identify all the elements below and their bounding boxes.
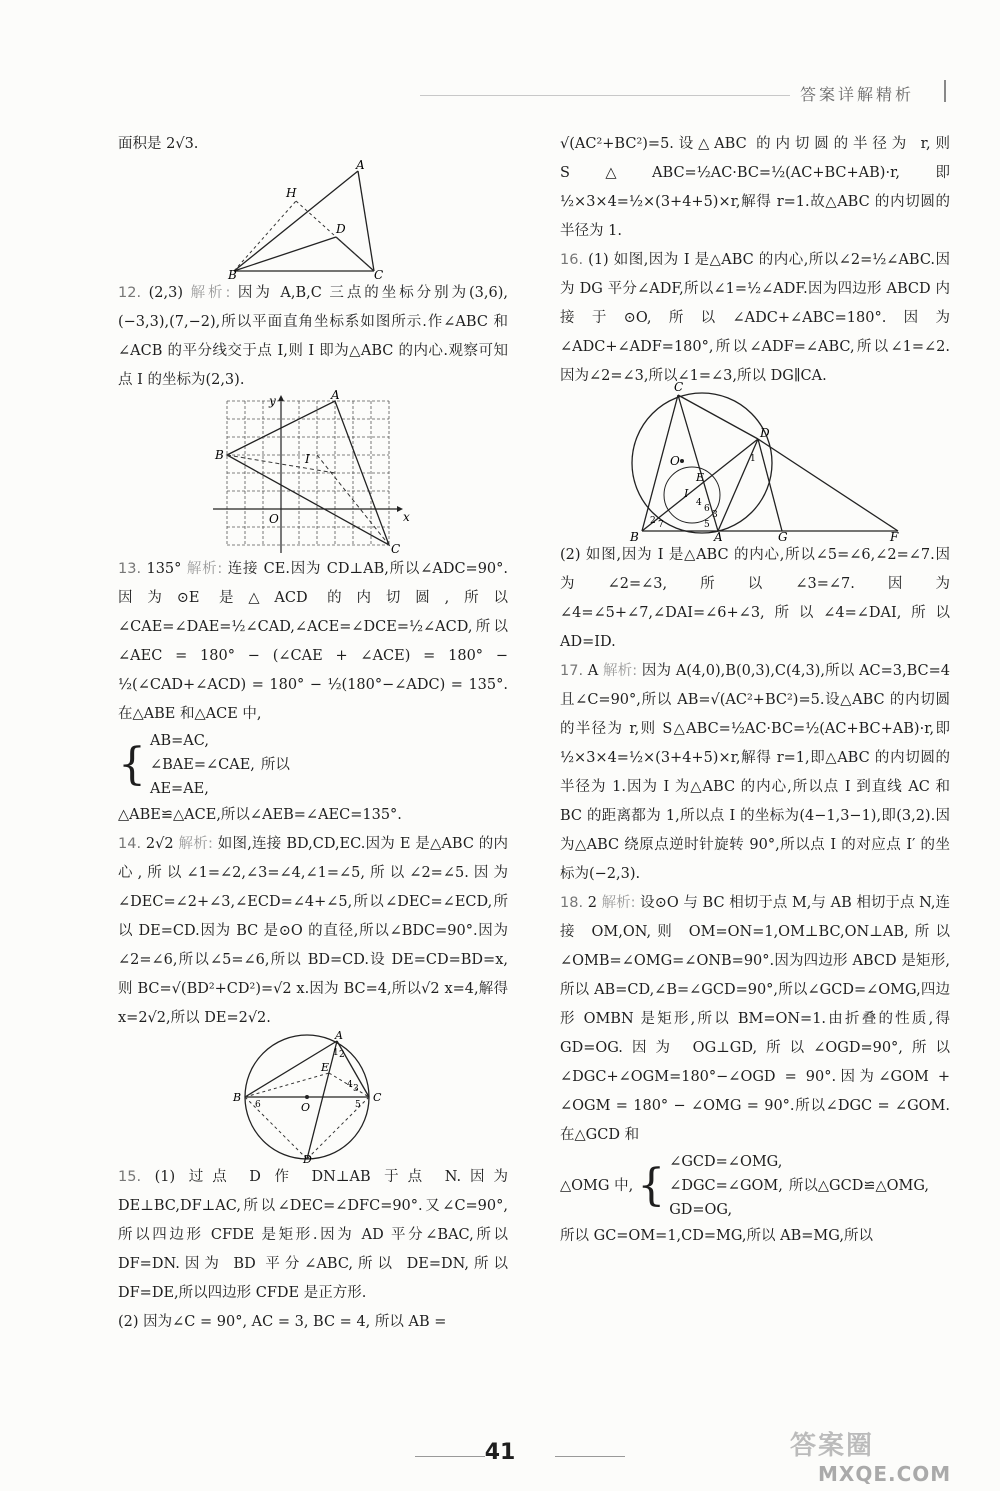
- fig3-label-c: C: [373, 1091, 382, 1104]
- q18-system-line-2: ∠DGC=∠GOM,: [669, 1178, 783, 1194]
- q15-continuation: √(AC²+BC²)=5.设△ABC 的内切圆的半径为 r,则 S△ABC=½AC·BC=½(AC+BC+AB)·r,即½×3×4=½×(3+4+5)×r,解得 r=1.故△ABC 的内切圆的半径为 1.: [560, 136, 950, 239]
- q13-text: 连接 CE.因为 CD⊥AB,所以∠ADC=90°.因为⊙E 是△ACD 的内切圆,所以∠CAE=∠DAE=½∠CAD,∠ACE=∠DCE=½∠ACD,所以∠AEC = 180° − (∠CAE + ∠ACE) = 180° − ½(∠CAD+∠ACD) = 180° − ½(180°−∠ADC) = 135°.在△ABE 和△ACE 中,: [118, 561, 509, 722]
- question-17: [560, 657, 950, 889]
- fig4-label-f: F: [890, 530, 899, 544]
- question-14: [118, 830, 508, 1033]
- right-column: [560, 130, 950, 1251]
- fig3-label-b: B: [233, 1091, 242, 1104]
- q17-number: 17.: [560, 663, 584, 679]
- watermark-url: MXQE.COM: [818, 1462, 952, 1486]
- q18-system-line-3: GD=OG,: [669, 1202, 733, 1218]
- q13-answer: 135°: [146, 561, 182, 577]
- fig1-label-b: B: [228, 268, 237, 282]
- fig1-label-a: A: [356, 158, 365, 172]
- q18-tag: 解析:: [601, 895, 636, 911]
- q18-number: 18.: [560, 895, 584, 911]
- fig4-label-i: I: [684, 487, 689, 500]
- fig3-label-a: A: [335, 1029, 343, 1042]
- q14-tag: 解析:: [178, 836, 213, 852]
- figure-circle-bc-diameter: [233, 1029, 393, 1166]
- fig1-label-c: C: [374, 268, 384, 282]
- page-number: 41: [484, 1440, 516, 1465]
- header-rule: [420, 95, 790, 96]
- q18-system-line-1: ∠GCD=∠OMG,: [669, 1154, 783, 1170]
- figure-triangle-abc-h-d: [228, 158, 398, 282]
- q15-part-1: (1) 过点 D 作 DN⊥AB 于点 N.因为 DE⊥BC,DF⊥AC,所以∠DEC=∠DFC=90°.又∠C=90°,所以四边形 CFDE 是矩形.因为 AD 平分∠BAC,所以 DF=DN.因为 BD 平分∠ABC,所以 DE=DN,所以 DF=DE,所以四边形 CFDE 是正方形.: [118, 1169, 508, 1301]
- fig2-label-i: I: [305, 452, 310, 466]
- header-title: 答案详解精析: [800, 85, 915, 104]
- fig4-angle-4: 4: [696, 498, 702, 508]
- fig4-angle-1: 1: [750, 454, 756, 464]
- q18-text: 设⊙O 与 BC 相切于点 M,与 AB 相切于点 N,连接 OM,ON,则 OM=ON=1,OM⊥BC,ON⊥AB,所以∠OMB=∠OMG=∠ONB=90°.因为四边形 ABCD 是矩形,所以 AB=CD,∠B=∠GCD=90°,所以∠GCD=∠OMG,四边形 OMBN 是矩形,所以 BM=ON=1.由折叠的性质,得 GD=OG.因为 OG⊥GD,所以∠OGD=90°,所以∠DGC+∠OGM=180°−∠OGD = 90°.因为∠GOM + ∠OGM = 180° − ∠OMG = 90°.所以∠DGC = ∠GOM.在△GCD 和: [560, 895, 951, 1143]
- watermark-logo: 答案圈: [790, 1431, 875, 1461]
- fig4-angle-5: 5: [704, 520, 710, 530]
- q18-answer: 2: [587, 895, 597, 911]
- q18-system-trailer: 所以△GCD≌△OMG,: [788, 1177, 930, 1194]
- fig2-label-x: x: [403, 510, 410, 524]
- q18-system-prefix: △OMG 中,: [560, 1177, 634, 1194]
- fig2-label-c: C: [391, 542, 401, 556]
- question-12: [118, 279, 508, 395]
- q17-tag: 解析:: [603, 663, 638, 679]
- header-bracket: [938, 80, 946, 102]
- q15-number: 15.: [118, 1169, 142, 1185]
- q12-number: 12.: [118, 285, 142, 301]
- fig4-angle-7: 7: [658, 520, 664, 530]
- fig3-angle-4: 4: [347, 1080, 353, 1090]
- fig1-label-d: D: [336, 222, 346, 236]
- figure-cyclic-quadrilateral: [610, 380, 900, 544]
- question-13: [118, 555, 508, 729]
- q12-text: 因为 A,B,C 三点的坐标分别为(3,6),(−3,3),(7,−2),所以平面直角坐标系如图所示.作∠ABC 和∠ACB 的平分线交于点 I,则 I 即为△ABC 的内心.观察可知点 I 的坐标为(2,3).: [118, 285, 508, 388]
- fig4-angle-3: 3: [712, 510, 718, 520]
- question-15: [118, 1163, 508, 1308]
- q13-system-line-3: AE=AE,: [150, 781, 209, 797]
- q13-conclusion: △ABE≌△ACE,所以∠AEB=∠AEC=135°.: [118, 807, 402, 823]
- q13-tag: 解析:: [186, 561, 223, 577]
- q18-conclusion: 所以 GC=OM=1,CD=MG,所以 AB=MG,所以: [560, 1228, 873, 1244]
- fig1-label-h: H: [286, 186, 297, 200]
- fig3-label-d: D: [303, 1153, 312, 1166]
- fig4-angle-6: 6: [704, 504, 710, 514]
- q13-system-line-1: AB=AC,: [150, 733, 209, 749]
- q14-text: 如图,连接 BD,CD,EC.因为 E 是△ABC 的内心,所以∠1=∠2,∠3=∠4,∠1=∠5,所以∠2=∠5.因为∠DEC=∠2+∠3,∠ECD=∠4+∠5,所以∠DEC=∠ECD,所以 DE=CD.因为 BC 是⊙O 的直径,所以∠BDC=90°.因为∠2=∠6,所以∠5=∠6,所以 BD=CD.设 DE=CD=BD=x,则 BC=√(BD²+CD²)=√2 x.因为 BC=4,所以√2 x=4,解得 x=2√2,所以 DE=2√2.: [118, 836, 509, 1026]
- fig4-label-o: O: [670, 454, 680, 468]
- q14-number: 14.: [118, 836, 142, 852]
- fig3-label-e: E: [321, 1061, 330, 1074]
- fig3-angle-1: 1: [333, 1048, 339, 1058]
- fig3-angle-3: 3: [353, 1084, 359, 1094]
- question-16: [560, 246, 950, 391]
- q12-answer: (2,3): [148, 285, 183, 301]
- q13-system-line-2: ∠BAE=∠CAE,: [150, 757, 255, 773]
- q16-number: 16.: [560, 252, 584, 268]
- fig3-angle-6: 6: [255, 1100, 261, 1110]
- q12-tag: 解析:: [190, 285, 231, 301]
- q14-answer: 2√2: [145, 836, 174, 852]
- fig4-label-g: G: [778, 530, 788, 544]
- fig2-label-b: B: [215, 448, 224, 462]
- q13-equation-system: { AB=AC, ∠BAE=∠CAE, AE=AE, 所以: [118, 729, 508, 801]
- q18-equation-system: △OMG 中, { ∠GCD=∠OMG, ∠DGC=∠GOM, GD=OG, 所以△GCD≌△OMG,: [560, 1150, 950, 1222]
- left-column: [118, 130, 508, 1337]
- fig4-label-a: A: [714, 530, 723, 544]
- q17-answer: A: [587, 663, 599, 679]
- fig3-angle-2: 2: [339, 1050, 345, 1060]
- q13-system-trailer: 所以: [260, 756, 290, 773]
- fig3-angle-5: 5: [355, 1100, 361, 1110]
- fig4-angle-2: 2: [650, 516, 656, 526]
- question-18: [560, 889, 950, 1150]
- fig3-label-o: O: [301, 1101, 311, 1114]
- q15-part-2: (2) 因为∠C = 90°, AC = 3, BC = 4, 所以 AB =: [118, 1314, 447, 1330]
- q17-text: 因为 A(4,0),B(0,3),C(4,3),所以 AC=3,BC=4 且∠C=90°,所以 AB=√(AC²+BC²)=5.设△ABC 的内切圆的半径为 r,则 S△ABC=½AC·BC=½(AC+BC+AB)·r,即½×3×4=½×(3+4+5)×r,解得 r=1,即△ABC 的内切圆的半径为 1.因为 I 为△ABC 的内心,所以点 I 到直线 AC 和 BC 的距离都为 1,所以点 I 的坐标为(4−1,3−1),即(3,2).因为△ABC 绕原点逆时针旋转 90°,所以点 I 的对应点 I′ 的坐标为(−2,3).: [560, 663, 951, 882]
- fig4-label-e: E: [696, 471, 705, 484]
- fig2-label-y: y: [269, 394, 276, 408]
- fig4-label-c: C: [674, 380, 684, 394]
- area-line: 面积是 2√3.: [118, 136, 199, 152]
- fig4-label-b: B: [630, 530, 639, 544]
- q16-part-2: (2) 如图,因为 I 是△ABC 的内心,所以∠5=∠6,∠2=∠7.因为∠2=∠3,所以∠3=∠7.因为∠4=∠5+∠7,∠DAI=∠6+∠3,所以∠4=∠DAI,所以 AD=ID.: [560, 547, 950, 650]
- q16-part-1: (1) 如图,因为 I 是△ABC 的内心,所以∠2=½∠ABC.因为 DG 平分∠ADF,所以∠1=½∠ADF.因为四边形 ABCD 内接于⊙O,所以∠ADC+∠ABC=180°.因为∠ADC+∠ADF=180°,所以∠ADF=∠ABC,所以∠1=∠2.因为∠2=∠3,所以∠1=∠3,所以 DG∥CA.: [560, 252, 951, 384]
- figure-coordinate-grid: [213, 388, 413, 556]
- q13-number: 13.: [118, 561, 142, 577]
- fig2-label-o: O: [269, 512, 279, 526]
- fig2-label-a: A: [331, 388, 340, 402]
- fig4-label-d: D: [760, 426, 770, 440]
